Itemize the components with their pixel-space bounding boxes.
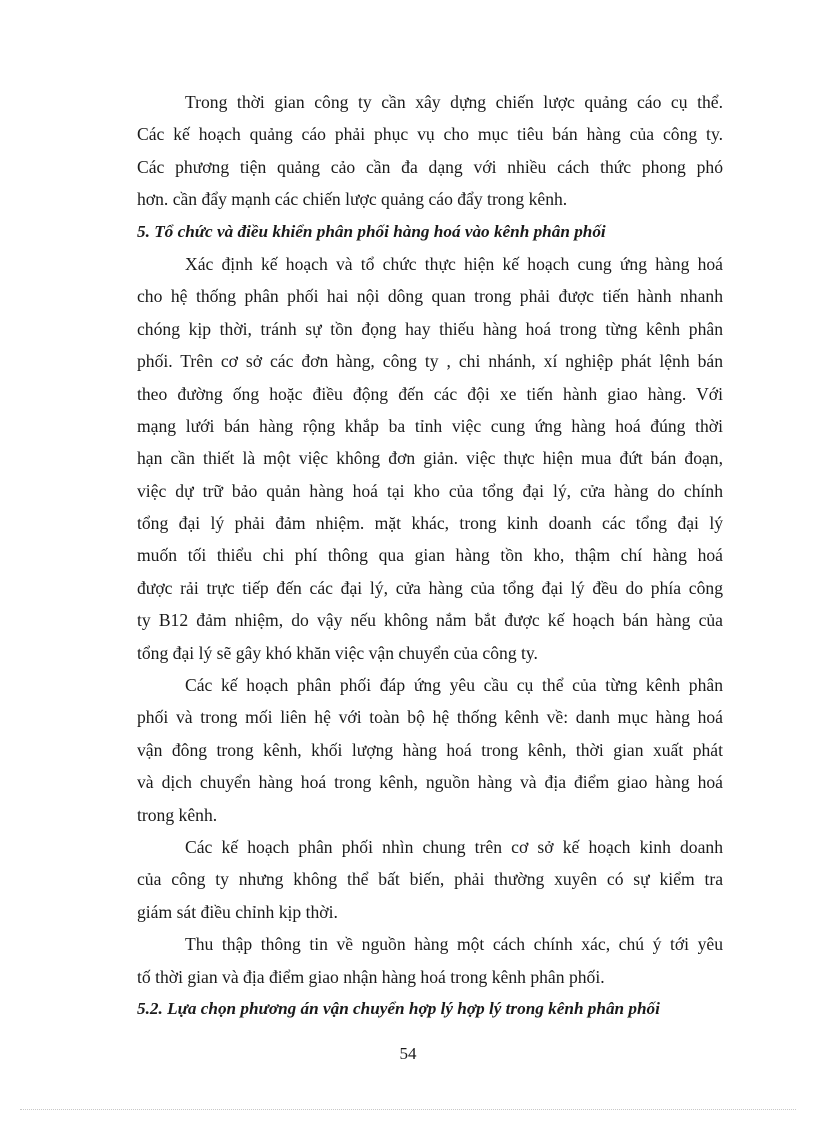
text-line: Các kế hoạch phân phối nhìn chung trên cơ sở kế hoạch kinh doanh [185, 836, 723, 857]
text-line: hạn cần thiết là một việc không đơn giản. việc thực hiện mua đứt bán đoạn, [137, 448, 723, 469]
section-heading: 5. Tổ chức và điều khiển phân phối hàng hoá vào kênh phân phối [137, 221, 606, 241]
text-line: Các phương tiện quảng cảo cần đa dạng với nhiều cách thức phong phó [137, 156, 723, 177]
text-line: mạng lưới bán hàng rộng khắp ba tỉnh việc cung ứng hàng hoá đúng thời [137, 415, 723, 436]
text-line: Trong thời gian công ty cần xây dựng chiến lược quảng cáo cụ thể. [185, 92, 723, 112]
text-line: muốn tối thiểu chi phí thông qua gian hàng tồn kho, thậm chí hàng hoá [137, 545, 723, 566]
text-line: của công ty nhưng không thể bất biến, phải thường xuyên có sự kiểm tra [137, 869, 723, 890]
page-body [137, 86, 723, 1025]
text-line: Xác định kế hoạch và tổ chức thực hiện kế hoạch cung ứng hàng hoá [185, 253, 723, 274]
text-line: tổng đại lý sẽ gây khó khăn việc vận chuyển của công ty. [137, 642, 538, 663]
text-line: phối và trong mối liên hệ với toàn bộ hệ thống kênh về: danh mục hàng hoá [137, 707, 723, 728]
text-line: vận đông trong kênh, khối lượng hàng hoá trong kênh, thời gian xuất phát [137, 739, 723, 760]
text-line: cho hệ thống phân phối hai nội dông quan trong phải được tiến hành nhanh [137, 286, 723, 307]
text-line: việc dự trữ bảo quản hàng hoá tại kho của tổng đại lý, cửa hàng do chính [137, 480, 723, 501]
text-line: được rải trực tiếp đến các đại lý, cửa hàng của tổng đại lý đều do phía công [137, 577, 723, 598]
paragraph [137, 86, 723, 216]
page-number: 54 [399, 1044, 417, 1063]
text-line: tố thời gian và địa điểm giao nhận hàng hoá trong kênh phân phối. [137, 966, 605, 987]
text-line: tổng đại lý phải đảm nhiệm. mặt khác, trong kinh doanh các tổng đại lý [137, 513, 723, 534]
text-line: và dịch chuyển hàng hoá trong kênh, nguồn hàng và địa điểm giao hàng hoá [137, 772, 723, 793]
text-line: ty B12 đảm nhiệm, do vậy nếu không nắm bắt được kế hoạch bán hàng của [137, 610, 723, 631]
paragraph [137, 248, 723, 669]
text-line: trong kênh. [137, 804, 218, 825]
paragraph [137, 831, 723, 928]
text-line: Các kế hoạch phân phối đáp ứng yêu cầu cụ thể của từng kênh phân [185, 675, 723, 696]
paragraph [137, 669, 723, 831]
page-bottom-divider [20, 1109, 796, 1110]
text-line: Thu thập thông tin về nguồn hàng một cách chính xác, chú ý tới yêu [185, 934, 723, 955]
text-line: phối. Trên cơ sở các đơn hàng, công ty , chi nhánh, xí nghiệp phát lệnh bán [137, 351, 723, 372]
paragraph [137, 928, 723, 993]
text-line: chóng kịp thời, tránh sự tồn đọng hay thiếu hàng hoá trong từng kênh phân [137, 318, 723, 339]
text-line: theo đường ống hoặc điều động đến các đội xe tiến hành giao hàng. Với [137, 383, 723, 404]
text-line: giám sát điều chỉnh kịp thời. [137, 901, 338, 922]
text-line: hơn. cần đẩy mạnh các chiến lược quảng cáo đẩy trong kênh. [137, 189, 568, 210]
text-line: Các kế hoạch quảng cáo phải phục vụ cho mục tiêu bán hàng của công ty. [137, 124, 723, 145]
section-heading: 5.2. Lựa chọn phương án vận chuyển hợp lý hợp lý trong kênh phân phối [137, 998, 660, 1018]
